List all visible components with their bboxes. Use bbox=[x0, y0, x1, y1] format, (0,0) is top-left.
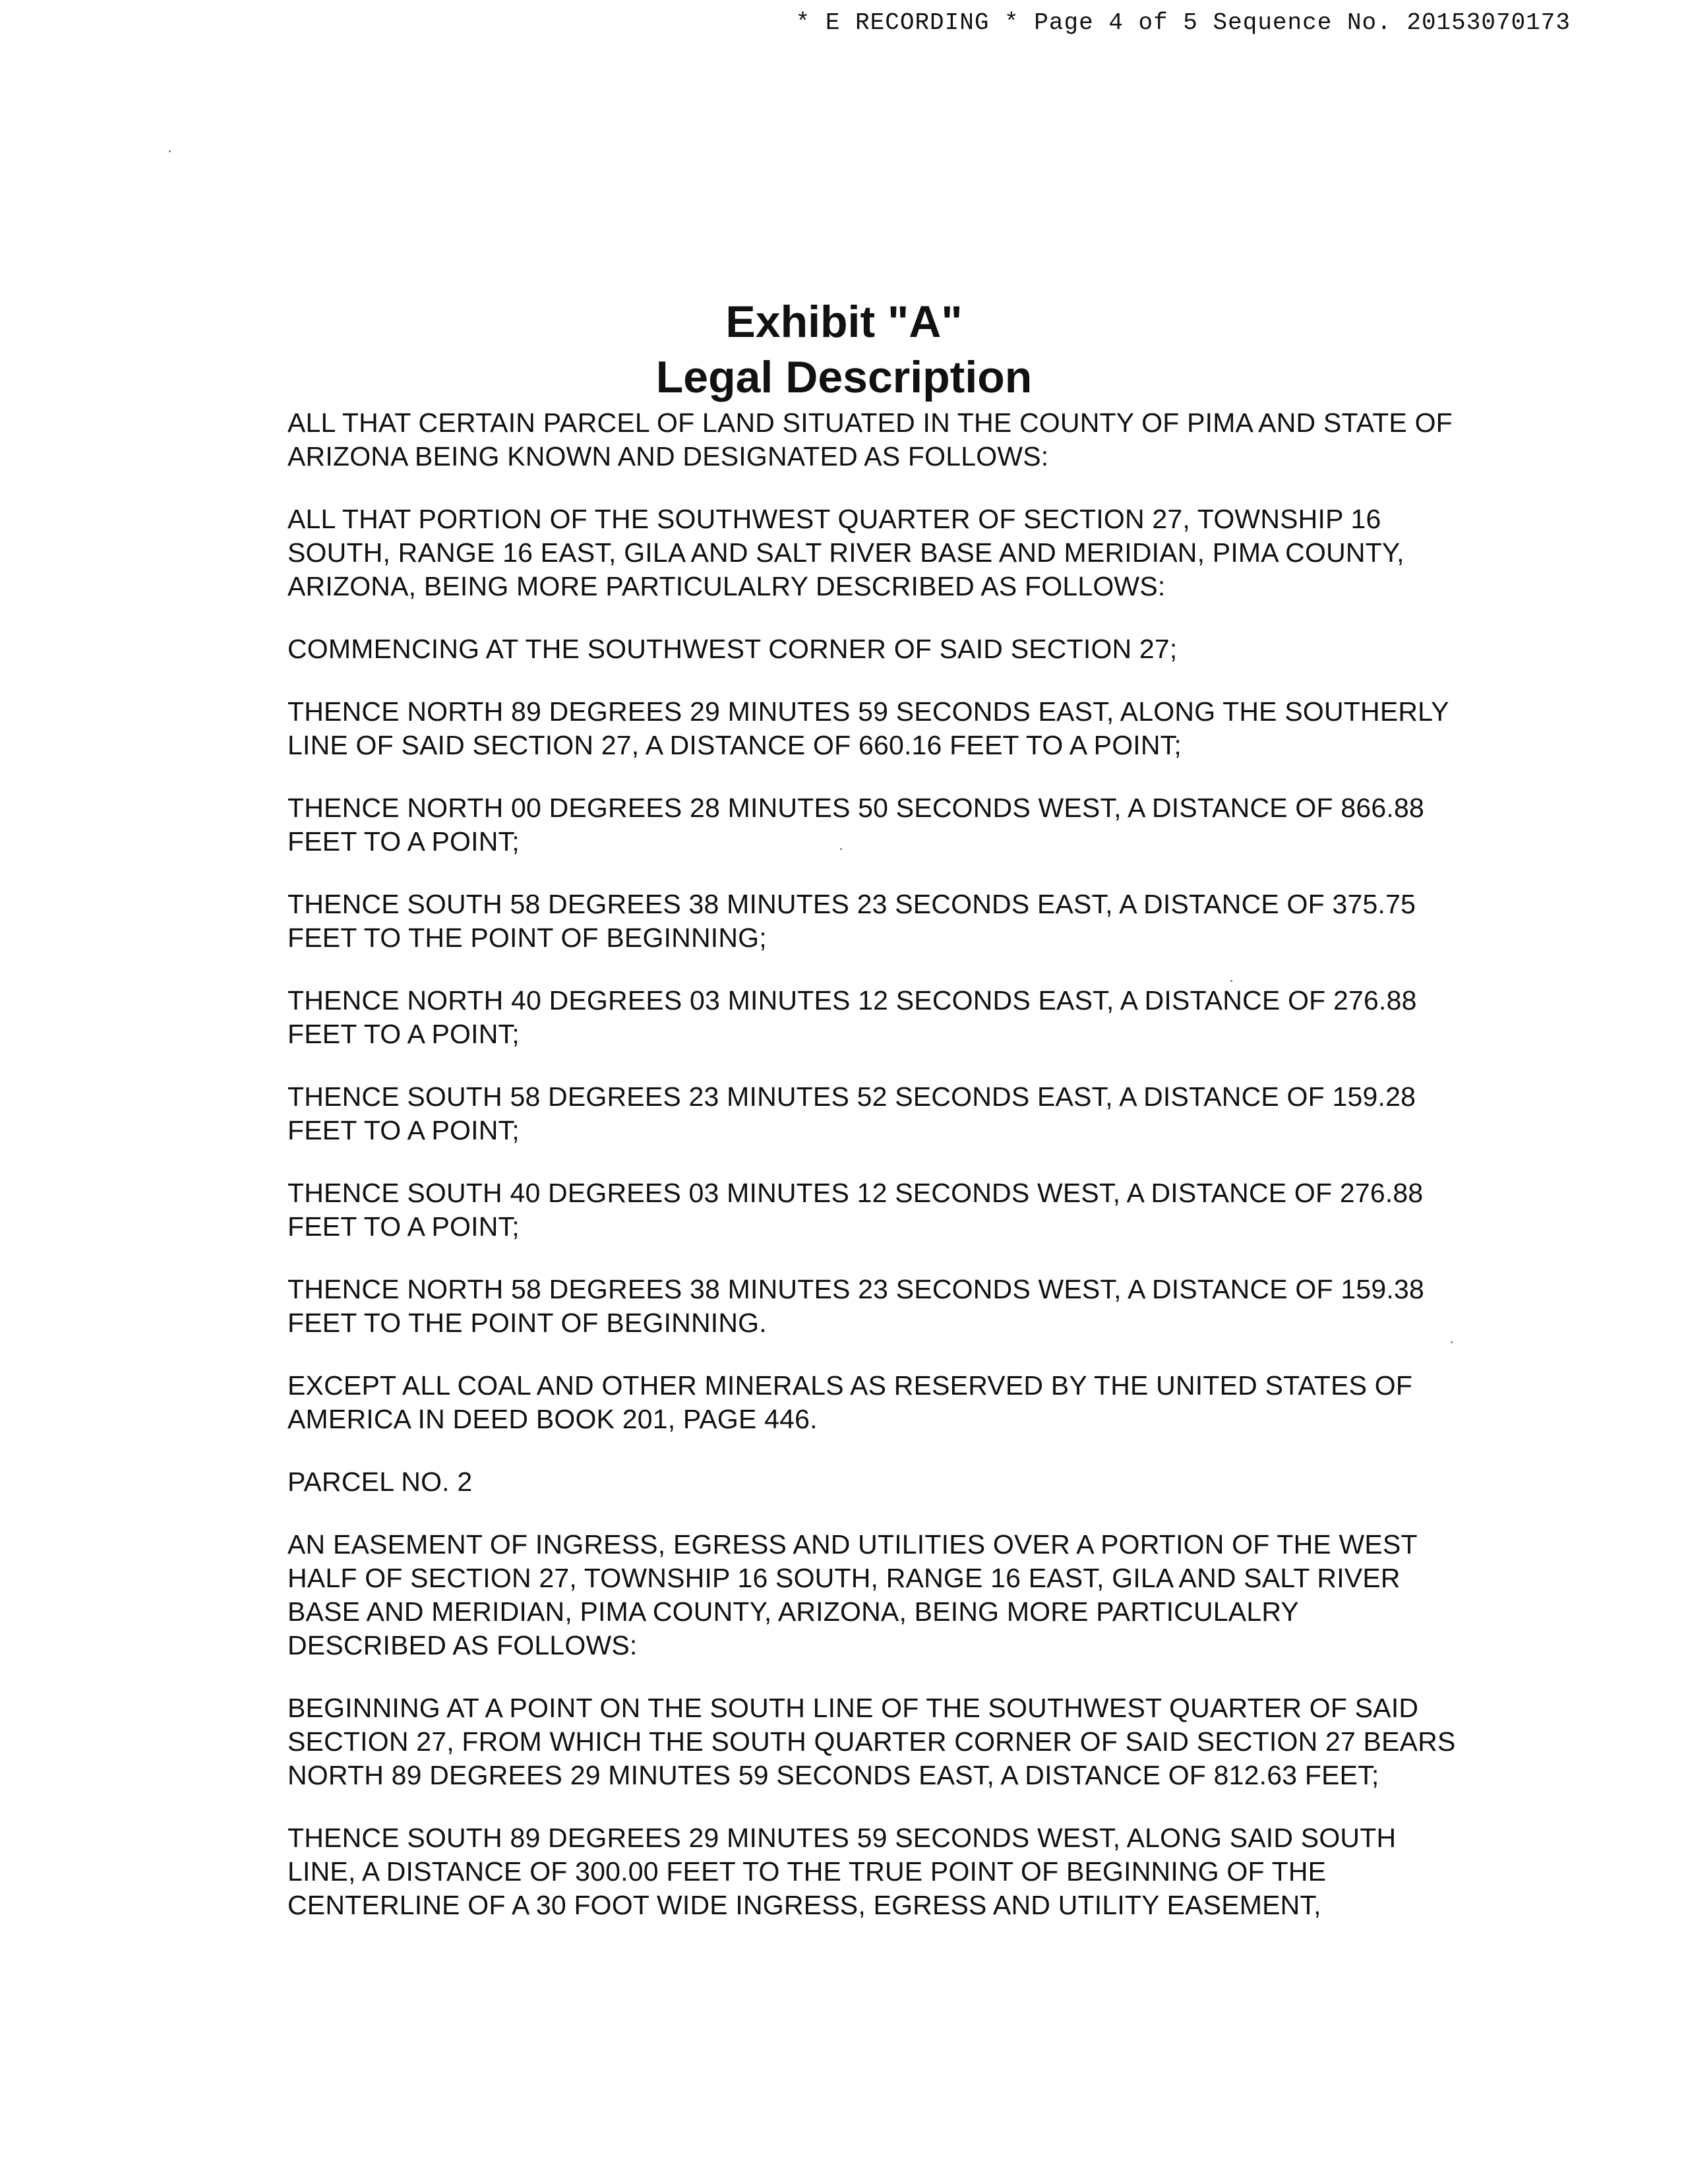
scan-speck bbox=[1230, 980, 1232, 982]
paragraph-intro: ALL THAT CERTAIN PARCEL OF LAND SITUATED IN THE COUNTY OF PIMA AND STATE OF ARIZONA BEING KNOWN AND DESIGNATED AS FOLLOWS: bbox=[287, 408, 1453, 471]
recording-header: * E RECORDING * Page 4 of 5 Sequence No. 20153070173 bbox=[795, 9, 1571, 36]
paragraph-parcel-no-2: PARCEL NO. 2 bbox=[287, 1467, 473, 1497]
paragraph-course-6: THENCE SOUTH 40 DEGREES 03 MINUTES 12 SECONDS WEST, A DISTANCE OF 276.88 FEET TO A POINT; bbox=[287, 1178, 1424, 1242]
paragraph-portion: ALL THAT PORTION OF THE SOUTHWEST QUARTER OF SECTION 27, TOWNSHIP 16 SOUTH, RANGE 16 EAST, GILA AND SALT RIVER BASE AND MERIDIAN, PIMA COUNTY, ARIZONA, BEING MORE PARTICULALRY DESCRIBED AS FOLLOWS: bbox=[287, 504, 1404, 601]
legal-description-body bbox=[287, 406, 1461, 1951]
scan-speck bbox=[169, 150, 171, 152]
paragraph-course-5: THENCE SOUTH 58 DEGREES 23 MINUTES 52 SECONDS EAST, A DISTANCE OF 159.28 FEET TO A POINT; bbox=[287, 1081, 1416, 1145]
title-block bbox=[0, 294, 1688, 405]
paragraph-easement: AN EASEMENT OF INGRESS, EGRESS AND UTILITIES OVER A PORTION OF THE WEST HALF OF SECTION 27, TOWNSHIP 16 SOUTH, RANGE 16 EAST, GILA AND SALT RIVER BASE AND MERIDIAN, PIMA COUNTY, ARIZONA, BEING MORE PARTICULALRY DESCRIBED AS FOLLOWS: bbox=[287, 1529, 1418, 1660]
paragraph-course-2: THENCE NORTH 00 DEGREES 28 MINUTES 50 SECONDS WEST, A DISTANCE OF 866.88 FEET TO A POINT; bbox=[287, 793, 1424, 857]
paragraph-course-7: THENCE NORTH 58 DEGREES 38 MINUTES 23 SECONDS WEST, A DISTANCE OF 159.38 FEET TO THE POINT OF BEGINNING. bbox=[287, 1274, 1424, 1338]
scan-speck bbox=[840, 848, 842, 850]
paragraph-except: EXCEPT ALL COAL AND OTHER MINERALS AS RESERVED BY THE UNITED STATES OF AMERICA IN DEED BOOK 201, PAGE 446. bbox=[287, 1370, 1413, 1434]
paragraph-course-4: THENCE NORTH 40 DEGREES 03 MINUTES 12 SECONDS EAST, A DISTANCE OF 276.88 FEET TO A POINT; bbox=[287, 985, 1417, 1049]
paragraph-beginning: BEGINNING AT A POINT ON THE SOUTH LINE OF THE SOUTHWEST QUARTER OF SAID SECTION 27, FROM WHICH THE SOUTH QUARTER CORNER OF SAID SECTION 27 BEARS NORTH 89 DEGREES 29 MINUTES 59 SECONDS EAST, A DISTANCE OF 812.63 FEET; bbox=[287, 1693, 1456, 1790]
scan-speck bbox=[1451, 1341, 1453, 1343]
paragraph-course-3: THENCE SOUTH 58 DEGREES 38 MINUTES 23 SECONDS EAST, A DISTANCE OF 375.75 FEET TO THE POINT OF BEGINNING; bbox=[287, 889, 1416, 953]
exhibit-title: Exhibit "A" bbox=[725, 297, 963, 347]
paragraph-course-1: THENCE NORTH 89 DEGREES 29 MINUTES 59 SECONDS EAST, ALONG THE SOUTHERLY LINE OF SAID SECTION 27, A DISTANCE OF 660.16 FEET TO A POINT; bbox=[287, 696, 1449, 760]
legal-description-title: Legal Description bbox=[655, 352, 1033, 402]
paragraph-thence-final: THENCE SOUTH 89 DEGREES 29 MINUTES 59 SECONDS WEST, ALONG SAID SOUTH LINE, A DISTANCE OF 300.00 FEET TO THE TRUE POINT OF BEGINNING OF THE CENTERLINE OF A 30 FOOT WIDE INGRESS, EGRESS AND UTILITY EASEMENT, bbox=[287, 1823, 1397, 1920]
paragraph-commencing: COMMENCING AT THE SOUTHWEST CORNER OF SAID SECTION 27; bbox=[287, 634, 1178, 664]
